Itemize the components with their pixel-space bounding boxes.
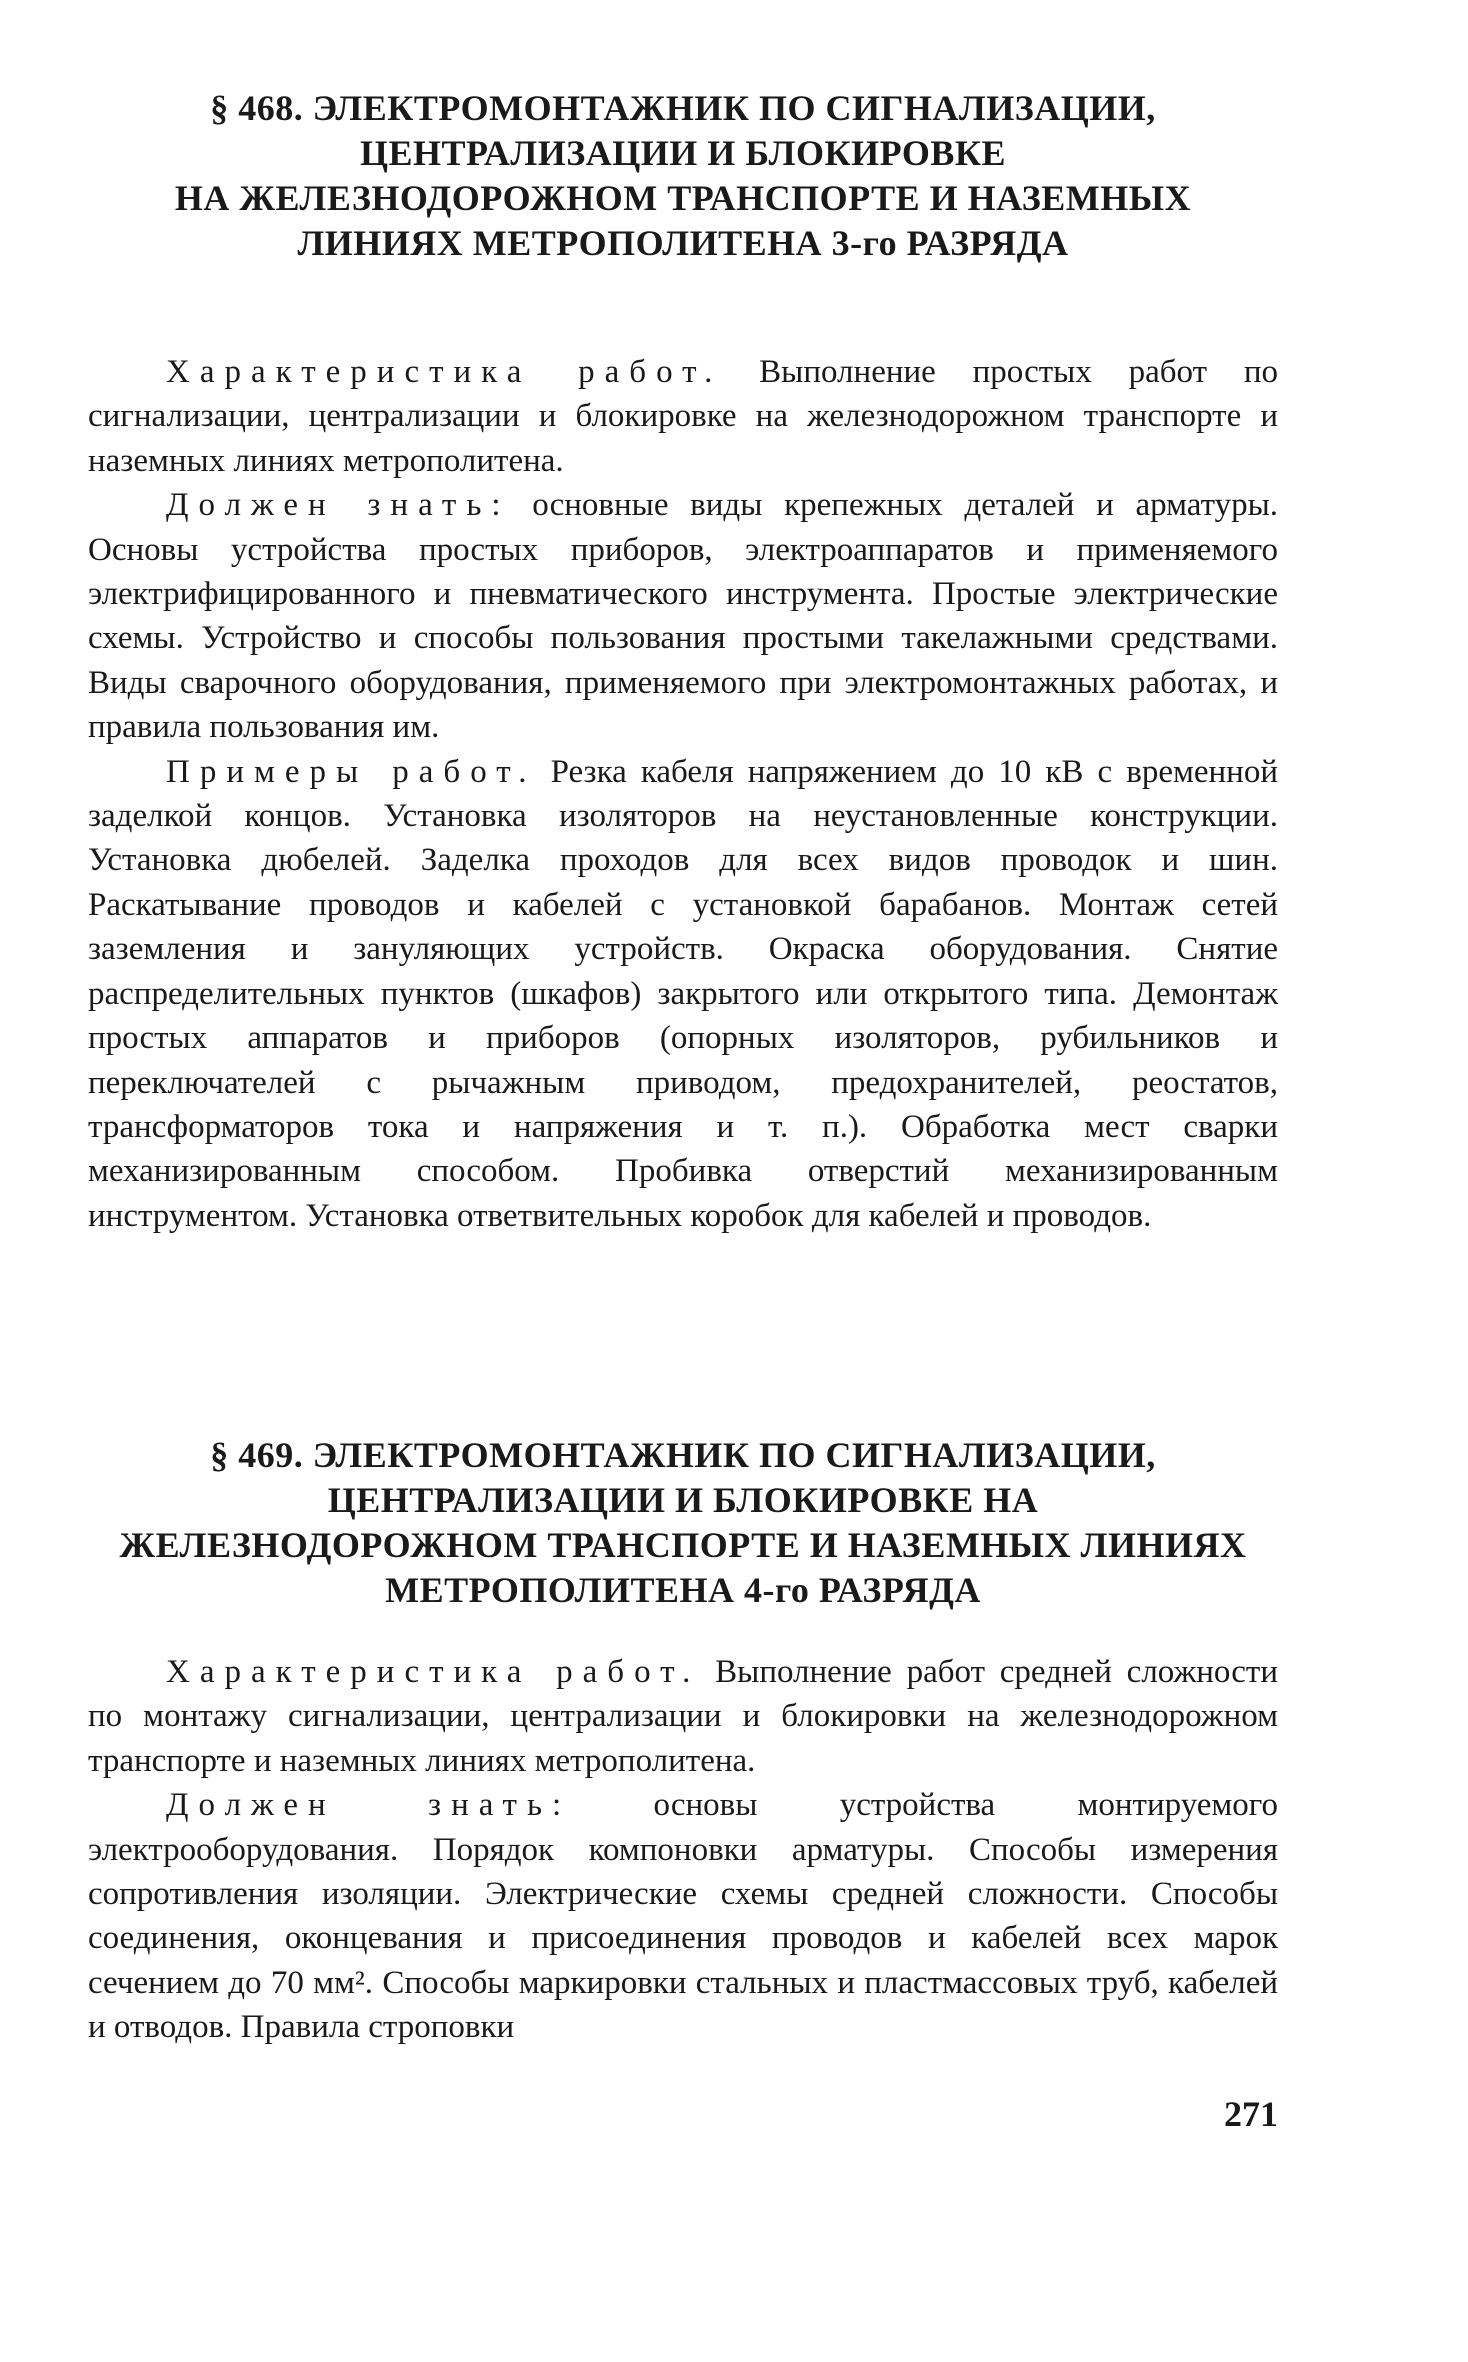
heading-line: ЖЕЛЕЗНОДОРОЖНОМ ТРАНСПОРТЕ И НАЗЕМНЫХ ЛИНИЯХ <box>119 1525 1247 1565</box>
heading-line: § 469. ЭЛЕКТРОМОНТАЖНИК ПО СИГНАЛИЗАЦИИ, <box>210 1435 1156 1475</box>
heading-line: § 468. ЭЛЕКТРОМОНТАЖНИК ПО СИГНАЛИЗАЦИИ, <box>210 88 1156 128</box>
paragraph-characteristic <box>88 1650 1278 1783</box>
label-must-know: Должен знать: <box>166 487 511 524</box>
text-characteristic: Выполнение простых работ по сигнализации, централизации и блокировке на железнодорожном транспорте и наземных линиях метрополитена. <box>88 354 1278 479</box>
label-examples: Примеры работ. <box>166 753 537 790</box>
heading-line: НА ЖЕЛЕЗНОДОРОЖНОМ ТРАНСПОРТЕ И НАЗЕМНЫХ <box>174 178 1192 218</box>
page-number: 271 <box>1224 2094 1278 2134</box>
label-characteristic: Характеристика работ. <box>166 354 723 390</box>
text-examples: Резка кабеля напряжением до 10 кВ с временной заделкой концов. Установка изоляторов на неустановленные конструкции. Установка дюбелей. Заделка проходов для всех видов проводок и шин. Раскатывание проводов и кабелей с установкой барабанов. Монтаж сетей заземления и зануляющих устройств. Окраска оборудования. Снятие распределительных пунктов (шкафов) закрытого или открытого типа. Демонтаж простых аппаратов и приборов (опорных изоляторов, рубильников и переключателей с рычажным приводом, предохранителей, реостатов, трансформаторов тока и напряжения и т. п.). Обработка мест сварки механизированным способом. Пробивка отверстий механизированным инструментом. Установка ответвительных коробок для кабелей и проводов. <box>88 753 1278 1234</box>
section-469-body <box>88 1650 1278 2050</box>
heading-line: ЛИНИЯХ МЕТРОПОЛИТЕНА 3-го РАЗРЯДА <box>297 223 1069 263</box>
text-must-know: основы устройства монтируемого электрооборудования. Порядок компоновки арматуры. Способы измерения сопротивления изоляции. Электрические схемы средней сложности. Способы соединения, оконцевания и присоединения проводов и кабелей всех марок сечением до 70 мм². Способы маркировки стальных и пластмассовых труб, кабелей и отводов. Правила строповки <box>88 1787 1279 2046</box>
heading-line: ЦЕНТРАЛИЗАЦИИ И БЛОКИРОВКЕ НА <box>327 1480 1039 1520</box>
heading-line: МЕТРОПОЛИТЕНА 4-го РАЗРЯДА <box>385 1570 981 1610</box>
label-characteristic: Характеристика работ. <box>166 1654 701 1690</box>
section-468-body <box>88 350 1278 1238</box>
text-must-know: основные виды крепежных деталей и арматуры. Основы устройства простых приборов, электроаппаратов и применяемого электрифицированного и пневматического инструмента. Простые электрические схемы. Устройство и способы пользования простыми такелажными средствами. Виды сварочного оборудования, применяемого при электромонтажных работах, и правила пользования им. <box>88 487 1278 746</box>
heading-line: ЦЕНТРАЛИЗАЦИИ И БЛОКИРОВКЕ <box>360 133 1006 173</box>
paragraph-characteristic <box>88 350 1278 483</box>
text-characteristic: Выполнение работ средней сложности по монтажу сигнализации, централизации и блокировки на железнодорожном транспорте и наземных линиях метрополитена. <box>88 1654 1278 1779</box>
label-must-know: Должен знать: <box>166 1787 572 1824</box>
section-468-heading <box>88 86 1278 266</box>
paragraph-must-know <box>88 1783 1278 2049</box>
paragraph-examples <box>88 750 1278 1238</box>
paragraph-must-know <box>88 483 1278 749</box>
section-469-heading <box>88 1433 1278 1613</box>
